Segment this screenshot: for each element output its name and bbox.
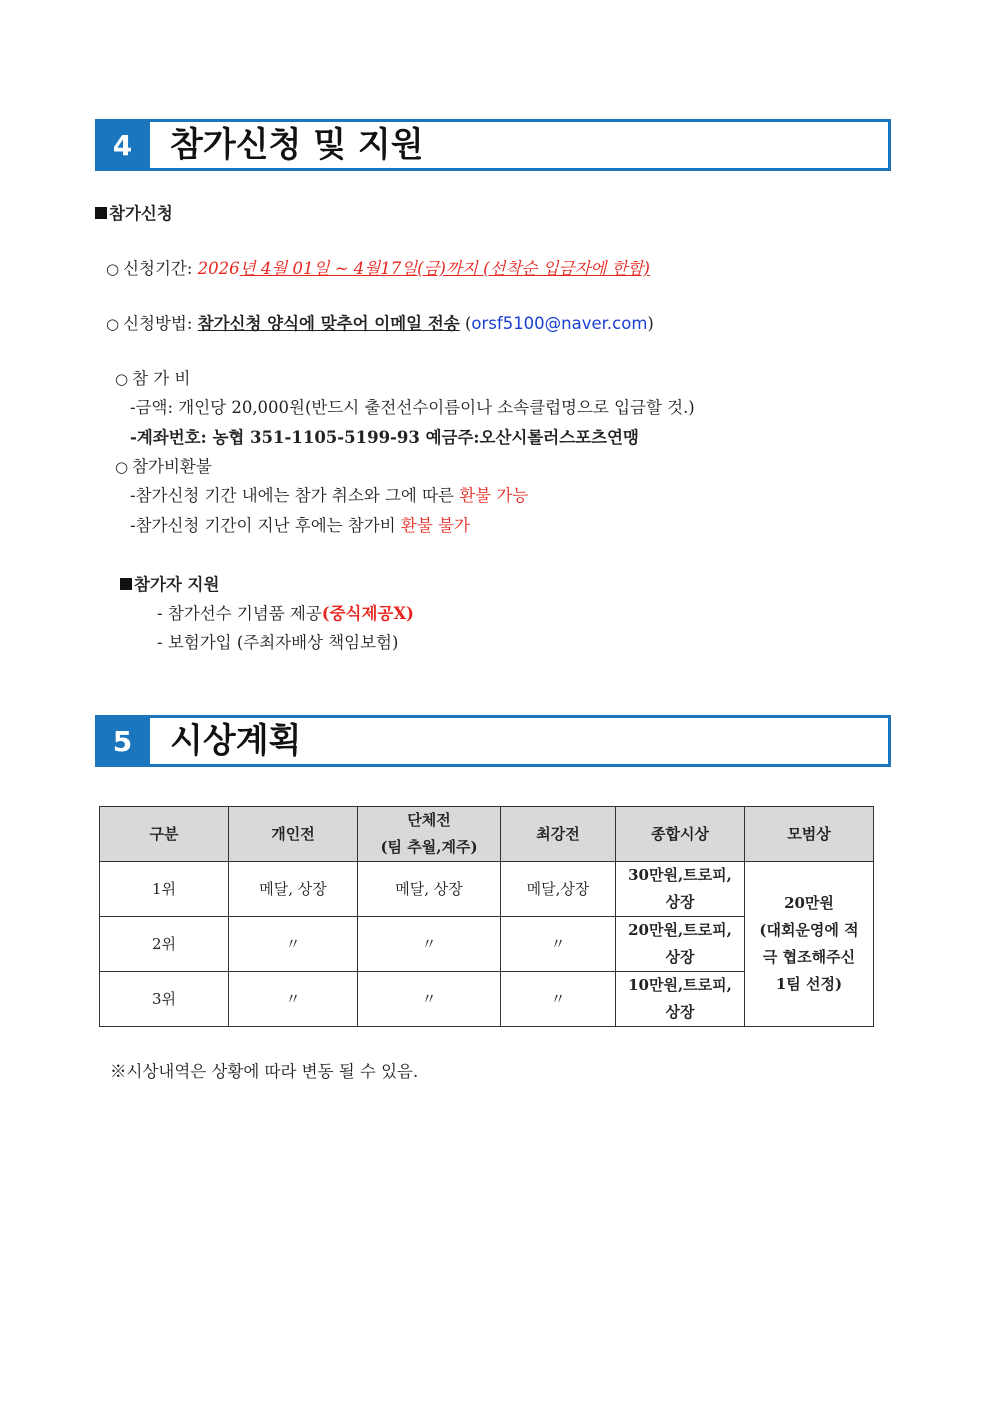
square-bullet-icon <box>120 578 132 590</box>
period-label: 신청기간: <box>123 259 198 278</box>
table-header-row <box>100 807 874 862</box>
overall-line1: 30만원,트로피, <box>628 866 732 884</box>
square-bullet-icon <box>95 207 107 219</box>
overall-line2: 상장 <box>665 893 695 911</box>
rank-cell: 3위 <box>100 972 229 1027</box>
overall-line2: 상장 <box>665 1003 695 1021</box>
email-paren-close: ) <box>647 314 654 333</box>
support-item-2: - 보험가입 (주최자배상 책임보험) <box>157 633 399 652</box>
refund-line-2 <box>130 515 470 537</box>
model-line3: 극 협조해주신 <box>762 948 856 966</box>
period-year: 2026 <box>197 259 240 278</box>
header-rank: 구분 <box>100 807 229 862</box>
fee-amount: -금액: 개인당 20,000원(반드시 출전선수이름이나 소속클럽명으로 입금할 것.) <box>130 398 695 417</box>
overall-cell <box>616 917 745 972</box>
circle-bullet-icon: ○ <box>115 370 129 388</box>
header-overall: 종합시상 <box>616 807 745 862</box>
overall-cell <box>616 972 745 1027</box>
team-cell: 〃 <box>358 917 501 972</box>
team-cell: 〃 <box>358 972 501 1027</box>
team-cell: 메달, 상장 <box>358 862 501 917</box>
circle-bullet-icon: ○ <box>115 458 129 476</box>
section-5-header <box>95 715 891 767</box>
champion-cell: 〃 <box>501 917 616 972</box>
support-item-1 <box>157 603 414 625</box>
period-value: 년 4월 01일 ~ 4월17일(금)까지 (선착순 입금자에 한함) <box>239 259 650 278</box>
overall-cell <box>616 862 745 917</box>
refund-heading-text: 참가비환불 <box>132 457 212 476</box>
overall-line2: 상장 <box>665 948 695 966</box>
awards-table <box>99 806 874 1027</box>
refund2-highlight: 환불 불가 <box>400 516 470 535</box>
refund2-text: -참가신청 기간이 지난 후에는 참가비 <box>130 516 401 535</box>
model-line4: 1팀 선정) <box>775 975 843 993</box>
apply-heading <box>95 203 173 225</box>
apply-method <box>106 313 654 335</box>
circle-bullet-icon: ○ <box>106 315 120 333</box>
header-team <box>358 807 501 862</box>
contact-email[interactable]: orsf5100@naver.com <box>471 314 648 333</box>
overall-line1: 10만원,트로피, <box>628 976 732 994</box>
table-row <box>100 862 874 917</box>
individual-cell: 〃 <box>229 917 358 972</box>
apply-period <box>106 258 650 280</box>
refund-heading <box>115 456 212 478</box>
support-item1-text: - 참가선수 기념품 제공 <box>157 604 322 623</box>
section-5-number: 5 <box>95 715 150 767</box>
section-5-title: 시상계획 <box>170 721 302 761</box>
champion-cell: 메달,상장 <box>501 862 616 917</box>
refund-line-1 <box>130 485 528 507</box>
header-team-line2: (팀 추월,계주) <box>380 838 478 856</box>
header-model: 모범상 <box>745 807 874 862</box>
method-label: 신청방법: <box>123 314 198 333</box>
fee-heading <box>115 368 190 390</box>
support-heading-text: 참가자 지원 <box>134 575 220 594</box>
support-heading <box>120 574 219 596</box>
awards-note: ※시상내역은 상황에 따라 변동 될 수 있음. <box>110 1062 419 1081</box>
model-award-cell <box>745 862 874 1027</box>
section-4-header <box>95 119 891 171</box>
individual-cell: 메달, 상장 <box>229 862 358 917</box>
circle-bullet-icon: ○ <box>106 260 120 278</box>
refund1-highlight: 환불 가능 <box>459 486 529 505</box>
model-line1: 20만원 <box>784 894 834 912</box>
model-line2: (대회운영에 적 <box>759 921 859 939</box>
support-item1-note: (중식제공X) <box>321 604 414 623</box>
refund1-text: -참가신청 기간 내에는 참가 취소와 그에 따른 <box>130 486 460 505</box>
header-team-line1: 단체전 <box>407 811 451 829</box>
individual-cell: 〃 <box>229 972 358 1027</box>
overall-line1: 20만원,트로피, <box>628 921 732 939</box>
email-paren-open: ( <box>459 314 472 333</box>
method-value: 참가신청 양식에 맞추어 이메일 전송 <box>197 314 460 333</box>
header-individual: 개인전 <box>229 807 358 862</box>
header-champion: 최강전 <box>501 807 616 862</box>
fee-account: -계좌번호: 농협 351-1105-5199-93 예금주:오산시롤러스포츠연맹 <box>130 428 639 447</box>
apply-heading-text: 참가신청 <box>109 204 173 223</box>
champion-cell: 〃 <box>501 972 616 1027</box>
rank-cell: 1위 <box>100 862 229 917</box>
section-4-number: 4 <box>95 119 150 171</box>
fee-heading-text: 참 가 비 <box>132 369 191 388</box>
section-4-title: 참가신청 및 지원 <box>170 125 424 165</box>
rank-cell: 2위 <box>100 917 229 972</box>
